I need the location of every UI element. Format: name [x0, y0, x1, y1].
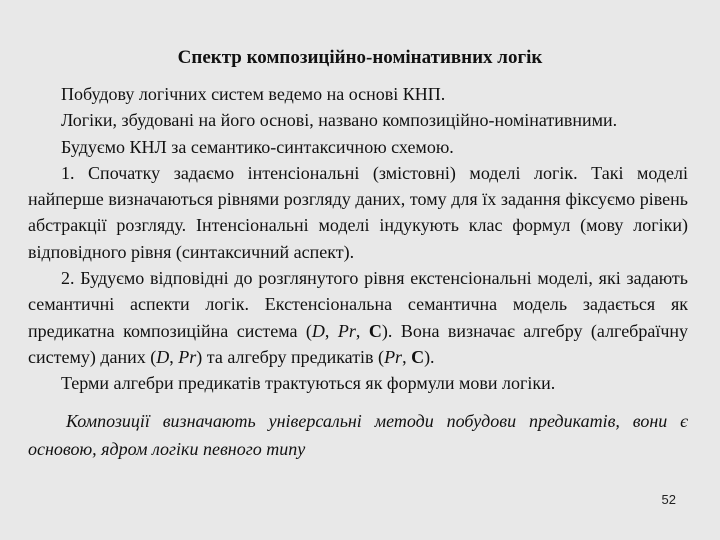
separator: ,	[402, 346, 412, 367]
separator: ,	[169, 346, 179, 367]
paragraph-5-text-a: 2. Будуємо відповідні до розглянутого рівня екстенсіональні моделі, які задають семантичні аспекти логік. Екстенсіональна семантична модель задається як предикатна композиційна система (	[28, 268, 688, 341]
paragraph-3: Будуємо КНЛ за семантико-синтаксичною схемою.	[61, 136, 454, 157]
paragraph-5	[28, 265, 688, 370]
set-Pr: Pr	[337, 320, 356, 341]
separator: ,	[324, 320, 338, 341]
set-Pr: Pr	[178, 346, 197, 367]
paragraph-5-text-b: ). Вона визначає алгебру (алгебраїчну систему) даних (	[28, 320, 689, 367]
paragraph-2: Логіки, збудовані на його основі, названо композиційно-номінативними.	[61, 110, 618, 131]
paragraph-5-text-d: ).	[424, 346, 435, 367]
slide-body	[28, 81, 688, 463]
paragraph-6: Терми алгебри предикатів трактуються як формули мови логіки.	[61, 373, 556, 394]
note-paragraph: Композиції визначають універсальні методи побудови предикатів, вони є основою, ядром логіки певного типу	[28, 410, 688, 459]
set-D: D	[311, 320, 325, 341]
set-C: C	[411, 346, 425, 367]
page-number: 52	[661, 492, 676, 507]
paragraph-4: 1. Спочатку задаємо інтенсіональні (змістовні) моделі логік. Такі моделі найперше визначаються рівнями розгляду даних, тому для їх задання фіксуємо рівень абстракції розгляду. Інтенсіональні моделі індукують клас формул (мову логіки) відповідного рівня (синтаксичний аспект).	[28, 162, 688, 262]
paragraph-5-text-c: ) та алгебру предикатів (	[196, 346, 385, 367]
set-C: C	[368, 320, 382, 341]
separator: ,	[355, 320, 369, 341]
set-Pr: Pr	[384, 346, 403, 367]
paragraph-1: Побудову логічних систем ведемо на основі КНП.	[61, 84, 446, 104]
slide-title: Спектр композиційно-номінативних логік	[177, 47, 543, 68]
set-D: D	[156, 346, 170, 367]
